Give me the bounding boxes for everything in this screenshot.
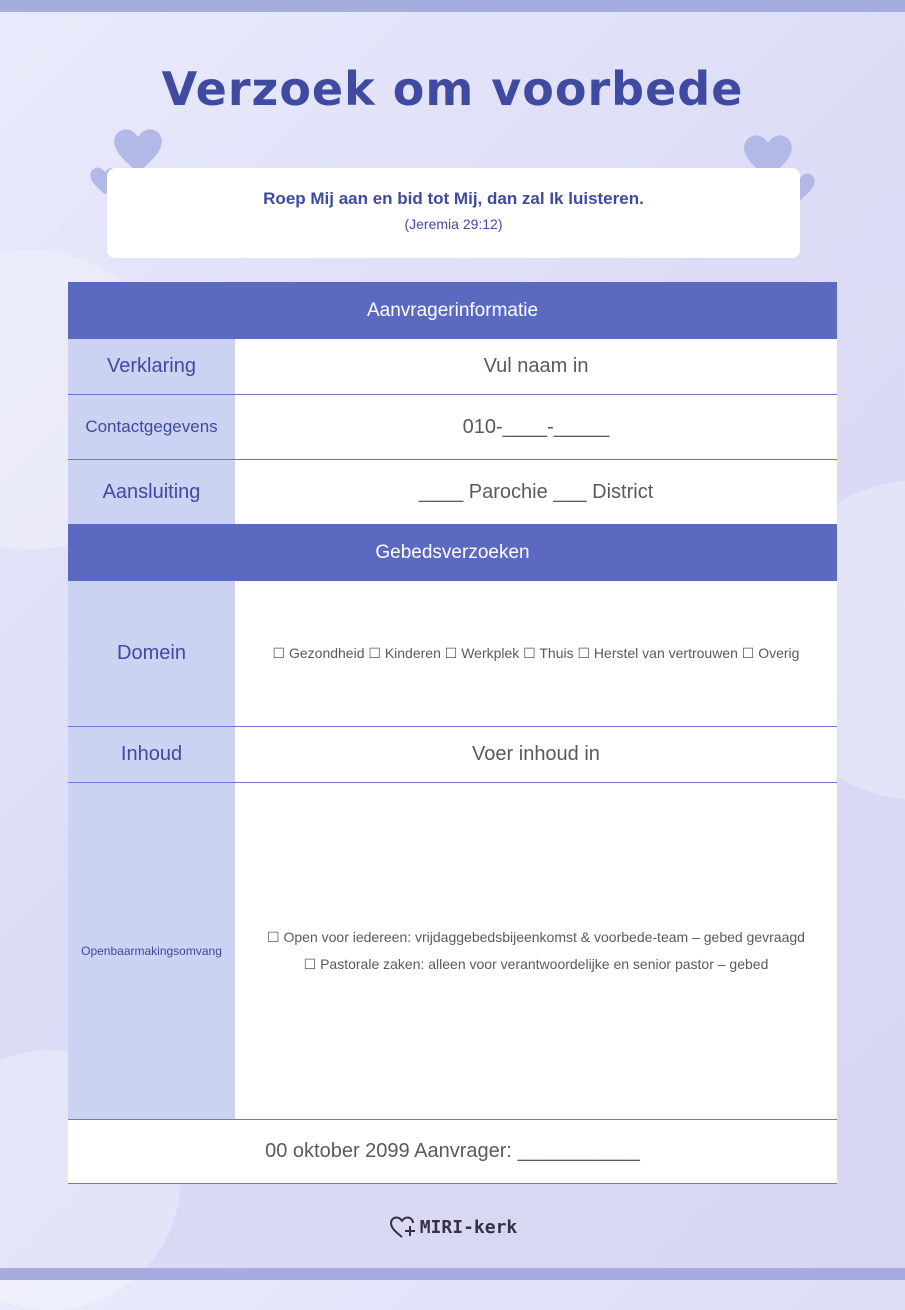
affiliation-field[interactable]: ____ Parochie ___ District	[235, 460, 837, 524]
applicant-section-header: Aanvragerinformatie	[68, 282, 837, 339]
verse-card	[107, 168, 800, 258]
disclosure-row	[68, 783, 837, 1120]
heart-cross-icon	[388, 1214, 418, 1240]
domain-options[interactable]: ☐ Gezondheid ☐ Kinderen ☐ Werkplek ☐ Thuis ☐ Herstel van vertrouwen ☐ Overig	[235, 581, 837, 726]
contact-field[interactable]: 010-____-_____	[235, 395, 837, 459]
content-row	[68, 727, 837, 783]
declaration-row	[68, 339, 837, 395]
disclosure-option-open[interactable]: ☐ Open voor iedereen: vrijdaggebedsbijeenkomst & voorbede-team – gebed gevraagd	[267, 929, 805, 945]
affiliation-label: Aansluiting	[68, 460, 235, 524]
logo-text: MIRI-kerk	[419, 1216, 518, 1238]
declaration-label: Verklaring	[68, 339, 235, 394]
disclosure-option-pastoral[interactable]: ☐ Pastorale zaken: alleen voor verantwoordelijke en senior pastor – gebed	[303, 956, 769, 972]
affiliation-row	[68, 460, 837, 524]
contact-label: Contactgegevens	[68, 395, 235, 459]
requests-section-header: Gebedsverzoeken	[68, 524, 837, 581]
church-logo	[0, 1214, 905, 1240]
contact-row	[68, 395, 837, 460]
bottom-accent-bar	[0, 1268, 905, 1280]
top-accent-bar	[0, 0, 905, 12]
disclosure-options	[235, 783, 837, 1119]
content-field[interactable]: Voer inhoud in	[235, 727, 837, 782]
date-signature-row[interactable]: 00 oktober 2099 Aanvrager: ___________	[68, 1120, 837, 1184]
domain-row	[68, 581, 837, 727]
verse-text: Roep Mij aan en bid tot Mij, dan zal Ik luisteren.	[263, 189, 644, 208]
domain-label: Domein	[68, 581, 235, 726]
verse-reference: (Jeremia 29:12)	[404, 216, 503, 232]
declaration-field[interactable]: Vul naam in	[235, 339, 837, 394]
page-title: Verzoek om voorbede	[161, 62, 744, 116]
disclosure-label: Openbaarmakingsomvang	[68, 783, 235, 1119]
content-label: Inhoud	[68, 727, 235, 782]
